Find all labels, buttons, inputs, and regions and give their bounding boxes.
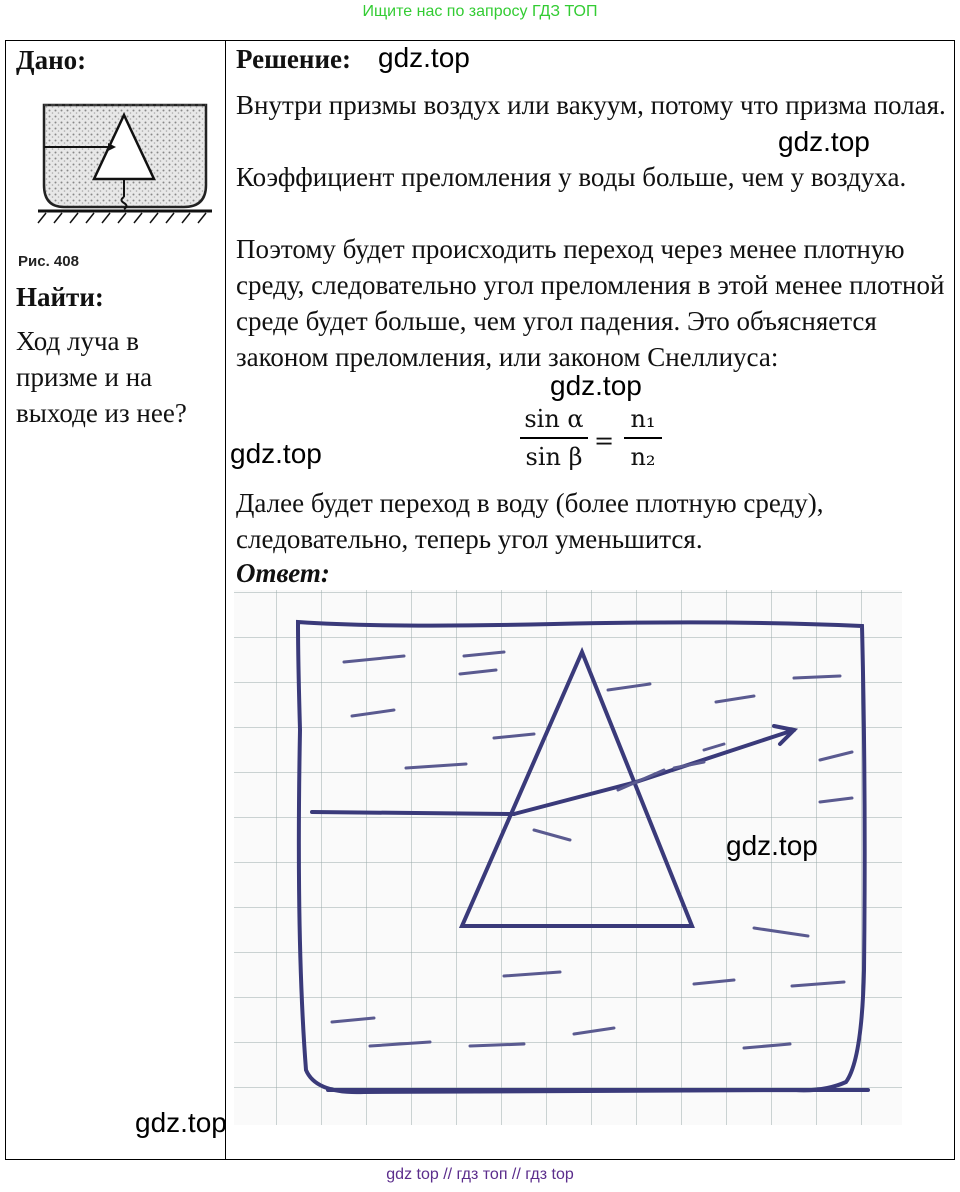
- formula-equals: =: [594, 427, 615, 455]
- formula-left-denominator: sin β: [520, 437, 588, 471]
- figure-caption: Рис. 408: [18, 253, 79, 270]
- watermark: gdz.top: [550, 370, 642, 401]
- given-heading: Дано:: [16, 45, 87, 75]
- watermark: gdz.top: [726, 830, 818, 861]
- column-divider: [225, 40, 226, 1160]
- watermark: gdz.top: [778, 126, 870, 157]
- solution-paragraph-3: Поэтому будет происходить переход через менее плотную среду, следовательно угол преломления в этой менее плотной среде будет больше, чем угол падения. Это объясняется законом преломления, или законом Снеллиуса:: [236, 234, 945, 372]
- watermark: gdz.top: [135, 1107, 227, 1138]
- top-banner[interactable]: Ищите нас по запросу ГДЗ ТОП: [362, 3, 598, 20]
- watermark: gdz.top: [378, 42, 470, 73]
- solution-paragraph-4: Далее будет переход в воду (более плотную среду), следовательно, теперь угол уменьшится.: [236, 488, 824, 554]
- bottom-banner[interactable]: gdz top // гдз топ // гдз top: [386, 1166, 574, 1183]
- find-text: Ход луча в призме и на выходе из нее?: [16, 326, 187, 428]
- answer-heading: Ответ:: [236, 558, 330, 588]
- formula-right-numerator: n₁: [630, 405, 656, 433]
- watermark: gdz.top: [230, 438, 322, 469]
- figure-408: [18, 85, 213, 235]
- solution-heading: Решение:: [236, 44, 351, 74]
- snell-formula: [520, 405, 670, 485]
- find-heading: Найти:: [16, 282, 104, 312]
- formula-left-numerator: sin α: [524, 405, 584, 433]
- solution-paragraph-2: Коэффициент преломления у воды больше, чем у воздуха.: [236, 162, 907, 192]
- formula-right-denominator: n₂: [624, 437, 662, 471]
- solution-paragraph-1: Внутри призмы воздух или вакуум, потому что призма полая.: [236, 90, 946, 120]
